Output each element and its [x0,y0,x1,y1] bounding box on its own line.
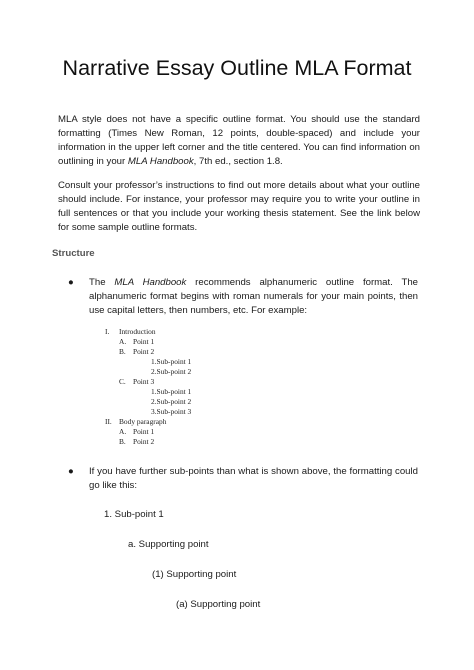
outline-p3-subpoint-3: 3.Sub-point 3 [151,407,192,416]
bullet1-before: The [89,277,115,288]
bullet1-after: recommends alphanumeric outline format. The alphanumeric format begins with roman numerals for your main points, then use capital letters, then numbers, etc. For example: [89,277,419,316]
intro-paragraph [58,113,420,169]
page-title: Narrative Essay Outline MLA Format [62,56,412,80]
outline-roman-1: I. [105,327,110,336]
bullet-icon: ● [68,277,74,288]
outline-letter-a: A. [119,337,127,346]
outline-letter-b: B. [119,347,126,356]
outline-p3-subpoint-1: 1.Sub-point 1 [151,387,192,396]
outline-body-letter-a: A. [119,427,127,436]
outline-p2-subpoint-2: 2.Sub-point 2 [151,367,192,376]
outline-body-point-2: Point 2 [133,437,155,446]
outline-letter-c: C. [119,377,126,386]
intro-handbook-title: MLA Handbook [127,156,194,167]
outline-point-1: Point 1 [133,337,155,346]
level-4-item: (a) Supporting point [176,599,261,610]
outline-roman-2: II. [105,417,112,426]
intro-text-before: MLA style does not have a specific outline format. You should use the standard formatting (Times New Roman, 12 points, double-spaced) and include your information in the upper left corner and the title centered. You can find information on outlining in your [58,114,420,167]
bullet-icon: ● [68,466,74,477]
outline-body-point-1: Point 1 [133,427,155,436]
bullet1-handbook-title: MLA Handbook [114,277,187,288]
level-2-item: a. Supporting point [128,539,209,550]
intro-text-after: , 7th ed., section 1.8. [193,156,283,167]
outline-body-letter-b: B. [119,437,126,446]
consult-text: Consult your professor’s instructions to find out more details about what your outline should include. For instance, your professor may require you to write your outline in full sentences or that you include your working thesis statement. See the link below for some sample outline formats. [58,180,420,233]
bullet1-text [89,276,418,318]
bullet2-text: If you have further sub-points than what is shown above, the formatting could go like this: [89,466,418,491]
outline-body-paragraph: Body paragraph [119,417,167,426]
outline-introduction: Introduction [119,327,156,336]
outline-p3-subpoint-2: 2.Sub-point 2 [151,397,192,406]
consult-paragraph [58,179,420,235]
level-3-item: (1) Supporting point [152,569,237,580]
level-1-item: 1. Sub-point 1 [104,509,164,520]
outline-p2-subpoint-1: 1.Sub-point 1 [151,357,192,366]
outline-point-3: Point 3 [133,377,155,386]
outline-point-2: Point 2 [133,347,155,356]
structure-heading: Structure [52,248,95,259]
